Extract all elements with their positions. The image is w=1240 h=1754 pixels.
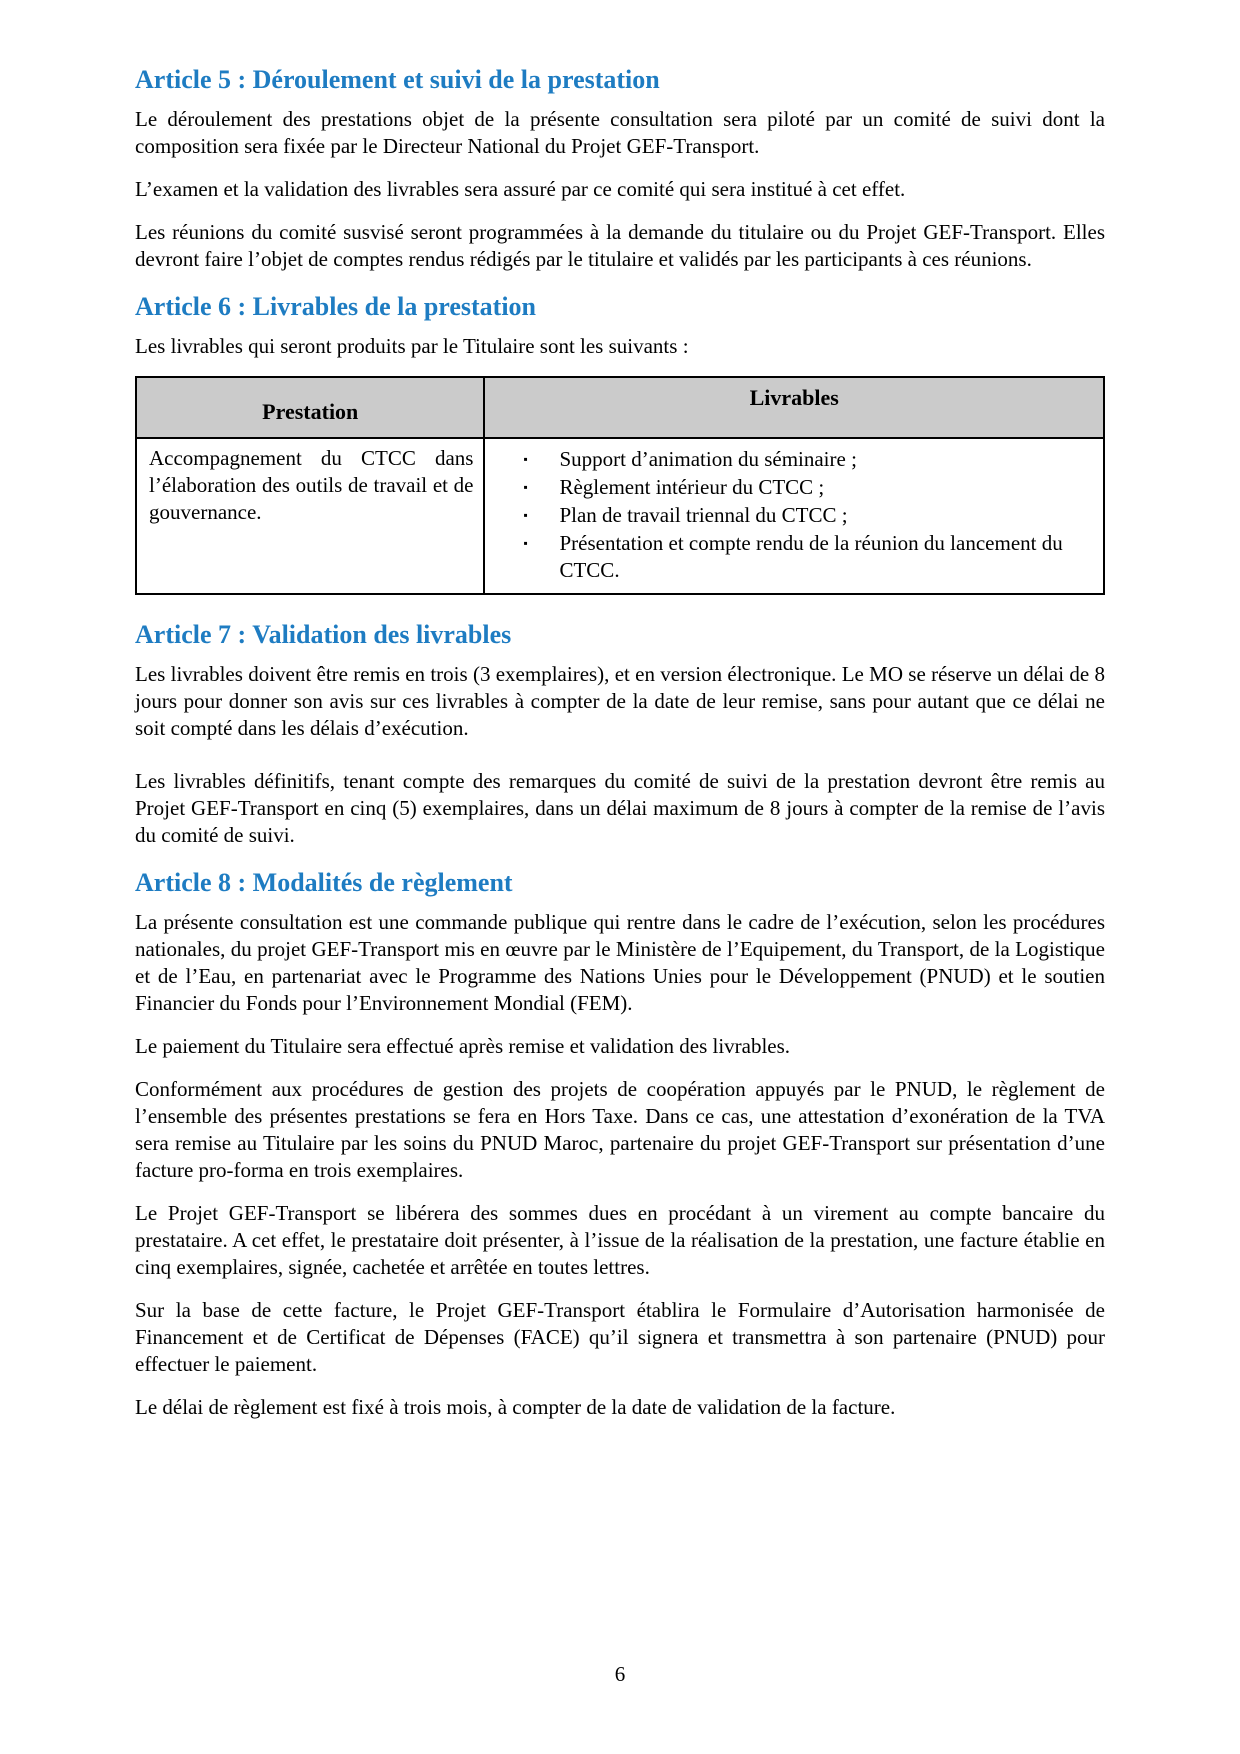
article-8-paragraph-1: La présente consultation est une commande publique qui rentre dans le cadre de l’exécution, selon les procédures nationales, du projet GEF-Transport mis en œuvre par le Ministère de l’Equipement, du Transport, de la Logistique et de l’Eau, en partenariat avec le Programme des Nations Unies pour le Développement (PNUD) et le soutien Financier du Fonds pour l’Environnement Mondial (FEM). [135,910,1105,1015]
livrable-text: Plan de travail triennal du CTCC ; [559,503,848,527]
article-8-paragraph-4: Le Projet GEF-Transport se libérera des sommes dues en procédant à un virement au compte bancaire du prestataire. A cet effet, le prestataire doit présenter, à l’issue de la réalisation de la prestation, une facture établie en cinq exemplaires, signée, cachetée et arrêtée en toutes lettres. [135,1201,1105,1279]
article-5-section [135,64,1105,273]
livrable-text: Règlement intérieur du CTCC ; [559,475,825,499]
article-8-section [135,867,1105,1421]
bullet-square-icon: ▪ [523,452,528,466]
article-5-heading: Article 5 : Déroulement et suivi de la prestation [135,65,660,94]
livrables-list [499,446,1093,584]
prestation-cell: Accompagnement du CTCC dans l’élaboration des outils de travail et de gouvernance. [136,438,484,594]
article-6-heading: Article 6 : Livrables de la prestation [135,292,537,321]
article-5-paragraph-3: Les réunions du comité susvisé seront programmées à la demande du titulaire ou du Projet GEF-Transport. Elles devront faire l’objet de comptes rendus rédigés par le titulaire et validés par les participants à ces réunions. [135,220,1105,271]
livrables-cell [484,438,1104,594]
article-8-paragraph-3: Conformément aux procédures de gestion des projets de coopération appuyés par le PNUD, le règlement de l’ensemble des présentes prestations se fera en Hors Taxe. Dans ce cas, une attestation d’exonération de la TVA sera remise au Titulaire par les soins du PNUD Maroc, partenaire du projet GEF-Transport sur présentation d’une facture pro-forma en trois exemplaires. [135,1077,1105,1182]
article-6-intro: Les livrables qui seront produits par le Titulaire sont les suivants : [135,334,689,358]
article-7-section [135,619,1105,849]
bullet-square-icon: ▪ [523,508,528,522]
article-8-paragraph-2: Le paiement du Titulaire sera effectué après remise et validation des livrables. [135,1034,791,1058]
bullet-square-icon: ▪ [523,536,528,550]
livrables-table [135,376,1105,595]
article-5-paragraph-1: Le déroulement des prestations objet de la présente consultation sera piloté par un comité de suivi dont la composition sera fixée par le Directeur National du Projet GEF-Transport. [135,107,1105,158]
list-item [523,446,1093,473]
table-header-row [136,377,1104,438]
bullet-square-icon: ▪ [523,480,528,494]
livrable-text: Support d’animation du séminaire ; [559,447,857,471]
table-header-prestation: Prestation [136,377,484,438]
article-8-paragraph-6: Le délai de règlement est fixé à trois mois, à compter de la date de validation de la facture. [135,1395,896,1419]
page-number: 6 [614,1662,626,1686]
table-row [136,438,1104,594]
article-7-paragraph-1: Les livrables doivent être remis en trois (3 exemplaires), et en version électronique. Le MO se réserve un délai de 8 jours pour donner son avis sur ces livrables à compter de la date de leur remise, sans pour autant que ce délai ne soit compté dans les délais d’exécution. [135,662,1105,740]
list-item [523,474,1093,501]
article-7-paragraph-2: Les livrables définitifs, tenant compte des remarques du comité de suivi de la prestation devront être remis au Projet GEF-Transport en cinq (5) exemplaires, dans un délai maximum de 8 jours à compter de la remise de l’avis du comité de suivi. [135,769,1105,847]
article-8-paragraph-5: Sur la base de cette facture, le Projet GEF-Transport établira le Formulaire d’Autorisation harmonisée de Financement et de Certificat de Dépenses (FACE) qu’il signera et transmettra à son partenaire (PNUD) pour effectuer le paiement. [135,1298,1105,1376]
list-item [523,530,1093,584]
article-5-paragraph-2: L’examen et la validation des livrables sera assuré par ce comité qui sera institué à cet effet. [135,177,906,201]
livrable-text: Présentation et compte rendu de la réunion du lancement du CTCC. [559,531,1063,582]
table-header-livrables: Livrables [484,377,1104,438]
article-7-heading: Article 7 : Validation des livrables [135,620,512,649]
list-item [523,502,1093,529]
article-8-heading: Article 8 : Modalités de règlement [135,868,513,897]
article-6-section [135,291,1105,595]
